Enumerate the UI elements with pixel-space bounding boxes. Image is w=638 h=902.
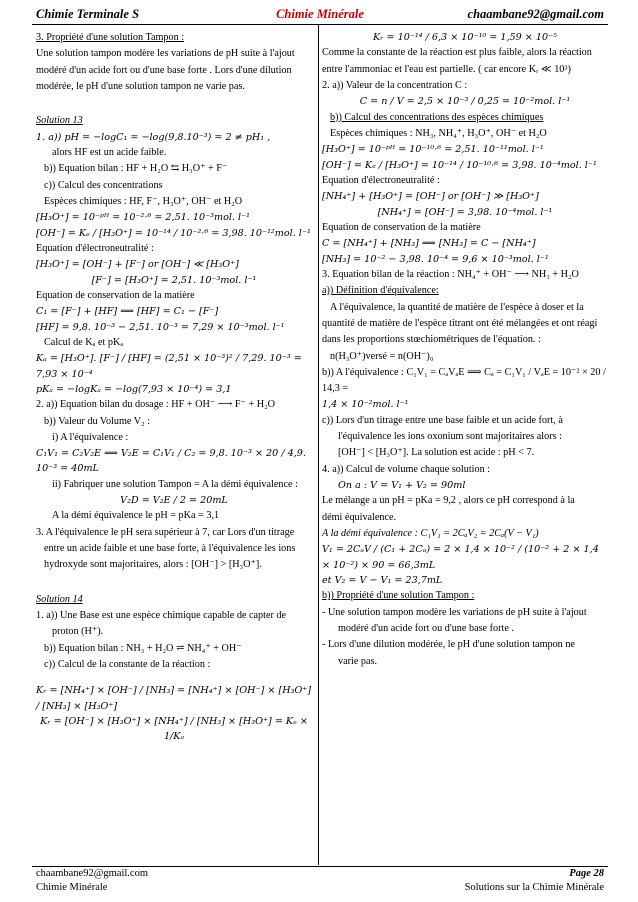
text-line: [HF] = 9,8. 10⁻³ − 2,51. 10⁻³ = 7,29 × 10⁻³mol. l⁻¹ <box>36 321 285 333</box>
text-line: C = [NH₄⁺] + [NH₃] ⟹ [NH₃] = C − [NH₄⁺] <box>322 238 536 250</box>
text-line: varie pas. <box>338 655 378 667</box>
text-line: Calcul de Kₐ et pKₐ <box>44 336 124 348</box>
text-line: 3. A l'équivalence le pH sera supérieur à 7, car Lors d'un titrage <box>36 526 295 538</box>
text-line: Equation d'électroneutralité : <box>322 174 440 186</box>
text-line: Une solution tampon modère les variations de pH suite à l'ajout <box>36 48 295 60</box>
text-line: b)) Propriété d'une solution Tampon : <box>322 590 475 602</box>
text-line: [NH₃] = 10⁻² − 3,98. 10⁻⁴ = 9,6 × 10⁻³mol. l⁻¹ <box>322 253 549 265</box>
text-line: A l'équivalence, la quantité de matière de l'espèce à doser et la <box>330 301 584 313</box>
text-line: - Lors d'une dilution modérée, le pH d'une solution tampon ne <box>322 639 575 651</box>
text-line: Kᵣ = [OH⁻] × [H₃O⁺] × [NH₄⁺] / [NH₃] × [H₃O⁺] = Kₑ × 1/Kₐ <box>40 715 308 743</box>
text-line: l'équivalence les ions oxonium sont majoritaires alors : <box>338 431 562 443</box>
column-divider <box>318 25 319 865</box>
text-line: [OH⁻] < [H₃O⁺]. La solution est acide : pH < 7. <box>338 447 535 459</box>
text-line: [OH⁻] = Kₑ / [H₃O⁺] = 10⁻¹⁴ / 10⁻¹⁰·⁶ = 3,98. 10⁻⁴mol. l⁻¹ <box>322 159 597 171</box>
text-line: b)) Equation bilan : NH₃ + H₂O ⇌ NH₄⁺ + OH⁻ <box>44 642 242 654</box>
text-line: 3. Equation bilan de la réaction : NH₄⁺ + OH⁻ ⟶ NH₃ + H₂O <box>322 268 579 280</box>
text-line: Kᵣ = [NH₄⁺] × [OH⁻] / [NH₃] = [NH₄⁺] × [OH⁻] × [H₃O⁺] / [NH₃] × [H₃O⁺] <box>36 685 312 712</box>
text-line: 3. Propriété d'une solution Tampon : <box>36 32 185 43</box>
text-line: C = n / V = 2,5 × 10⁻³ / 0,25 = 10⁻²mol. l⁻¹ <box>359 96 571 108</box>
text-line: 1,4 × 10⁻²mol. l⁻¹ <box>322 399 409 411</box>
text-line: On a : V = V₁ + V₂ = 90ml <box>338 480 466 492</box>
text-line: entre un acide faible et une base forte, à l'équivalence les ions <box>44 543 296 555</box>
page-header <box>32 6 608 25</box>
text-line: 1. a)) pH = −logC₁ = −log(9,8.10⁻³) = 2 ≠ pH₁ , <box>36 131 271 143</box>
page-number: Page 28 <box>569 868 604 879</box>
text-line: Espèces chimiques : NH₃, NH₄⁺, H₃O⁺, OH⁻ et H₂O <box>330 127 547 139</box>
text-line: a)) Définition d'équivalence: <box>322 285 439 297</box>
text-line: modéré d'un acide fort ou d'une base forte . Lors d'une dilution <box>36 64 292 76</box>
text-line: b)) Valeur du Volume V₂ : <box>44 415 151 427</box>
text-line: Solution 13 <box>36 115 83 127</box>
text-line: Le mélange a un pH = pKa = 9,2 , alors ce pH correspond à la <box>322 495 575 507</box>
text-line: - Une solution tampon modère les variations de pH suite à l'ajout <box>322 606 587 618</box>
text-line: b)) Calcul des concentrations des espèces chimiques <box>330 111 544 123</box>
text-line: démi équivalence. <box>322 511 397 523</box>
text-line: modérée, le pH d'une solution tampon ne varie pas. <box>36 80 245 92</box>
text-line: Kᵣ = 10⁻¹⁴ / 6,3 × 10⁻¹⁰ = 1,59 × 10⁻⁵ <box>372 32 558 43</box>
text-line: [H₃O⁺] = 10⁻ᵖᴴ = 10⁻¹⁰·⁶ = 2,51. 10⁻¹¹mol. l⁻¹ <box>322 144 544 156</box>
text-line: [OH⁻] = Kₑ / [H₃O⁺] = 10⁻¹⁴ / 10⁻²·⁶ = 3,98. 10⁻¹²mol. l⁻¹ <box>36 227 311 239</box>
text-line: hydroxyde sont majoritaires, alors : [OH⁻] > [H₃O⁺]. <box>44 559 262 571</box>
text-line: 2. a)) Valeur de la concentration C : <box>322 79 468 91</box>
text-line: i) A l'équivalence : <box>52 431 129 443</box>
text-line: b)) A l'équivalence : C₁V₁ = CₐVₐE ⟹ Cₐ = C₁V₁ / VₐE = 10⁻² × 20 / 14,3 = <box>322 366 606 395</box>
text-line: b)) Equation bilan : HF + H₂O ⇆ H₃O⁺ + F⁻ <box>44 163 228 175</box>
text-line: [H₃O⁺] = 10⁻ᵖᴴ = 10⁻²·⁶ = 2,51. 10⁻³mol. l⁻¹ <box>36 212 251 224</box>
header-course: Chimie Terminale S <box>36 7 140 21</box>
text-line: pKₐ = −logKₐ = −log(7,93 × 10⁻⁴) = 3,1 <box>36 383 232 395</box>
text-line <box>36 673 312 683</box>
header-email: chaambane92@gmail.com <box>467 7 604 21</box>
text-line: A la démi équivalence le pH = pKa = 3,1 <box>52 510 220 522</box>
text-line: entre l'ammoniac et l'eau est partielle. ( car encore Kᵣ ≪ 10³) <box>322 63 571 75</box>
text-line: V₁ = 2CₐV / (C₁ + 2Cₐ) = 2 × 1,4 × 10⁻² / (10⁻² + 2 × 1,4 × 10⁻²) × 90 = 66,3mL <box>322 544 599 571</box>
text-line <box>36 95 312 113</box>
text-line: Comme la constante de la réaction est plus faible, alors la réaction <box>322 47 592 59</box>
page-footer <box>32 866 608 895</box>
text-line: modéré d'un acide fort ou d'une base forte . <box>338 622 514 634</box>
text-line <box>36 574 312 592</box>
text-line: 4. a)) Calcul de volume chaque solution : <box>322 463 491 475</box>
text-line: Kₐ = [H₃O⁺]. [F⁻] / [HF] = (2,51 × 10⁻³)² / 7,29. 10⁻³ = 7,93 × 10⁻⁴ <box>36 353 302 380</box>
text-line: n(H₃O⁺)versé = n(OH⁻)₀ <box>330 350 434 362</box>
text-line: alors HF est un acide faible. <box>52 146 167 158</box>
text-line: proton (H⁺). <box>52 626 104 638</box>
text-line: Espèces chimiques : HF, F⁻, H₃O⁺, OH⁻ et H₂O <box>44 195 243 207</box>
footer-subject: Chimie Minérale <box>36 882 108 893</box>
text-line: V₂D = V₂E / 2 = 20mL <box>120 495 228 507</box>
text-line: quantité de matière de l'espèce titrant ont été mélangées et ont réagi <box>322 317 598 329</box>
text-line: C₁ = [F⁻] + [HF] ⟹ [HF] = C₁ − [F⁻] <box>36 306 219 318</box>
text-line: Solution 14 <box>36 593 83 605</box>
left-column <box>36 30 312 745</box>
text-line: c)) Calcul de la constante de la réaction : <box>44 658 211 670</box>
right-column <box>322 30 608 670</box>
text-line: 1. a)) Une Base est une espèce chimique capable de capter de <box>36 610 287 622</box>
text-line: 2. a)) Equation bilan du dosage : HF + OH⁻ ⟶ F⁻ + H₂O <box>36 399 276 411</box>
text-line: [NH₄⁺] = [OH⁻] = 3,98. 10⁻⁴mol. l⁻¹ <box>377 206 553 218</box>
text-line: c)) Calcul des concentrations <box>44 179 163 191</box>
text-line: C₁V₁ = C₂V₂E ⟹ V₂E = C₁V₁ / C₂ = 9,8. 10⁻³ × 20 / 4,9. 10⁻³ = 40mL <box>36 448 306 475</box>
header-chapter: Chimie Minérale <box>276 7 364 21</box>
text-line: Equation d'électroneutralité : <box>36 242 154 254</box>
text-line: c)) Lors d'un titrage entre une base faible et un acide fort, à <box>322 414 563 426</box>
text-line: ii) Fabriquer une solution Tampon = A la démi équivalence : <box>52 478 298 490</box>
text-line: [F⁻] = [H₃O⁺] = 2,51. 10⁻³mol. l⁻¹ <box>91 274 257 286</box>
text-line: Equation de conservation de la matière <box>322 221 481 233</box>
footer-title: Solutions sur la Chimie Minérale <box>464 882 604 893</box>
text-line: Equation de conservation de la matière <box>36 289 195 301</box>
text-line: [H₃O⁺] = [OH⁻] + [F⁻] or [OH⁻] ≪ [H₃O⁺] <box>36 259 239 271</box>
footer-email: chaambane92@gmail.com <box>36 868 149 879</box>
text-line: A la démi équivalence : C₁V₁ = 2CₐV₂ = 2Cₐ(V − V₁) <box>322 528 539 539</box>
text-line: dans les proportions stœchiométriques de l'équation. : <box>322 334 541 346</box>
text-line: [NH₄⁺] + [H₃O⁺] = [OH⁻] or [OH⁻] ≫ [H₃O⁺] <box>322 191 539 203</box>
text-line: et V₂ = V − V₁ = 23,7mL <box>322 575 443 586</box>
